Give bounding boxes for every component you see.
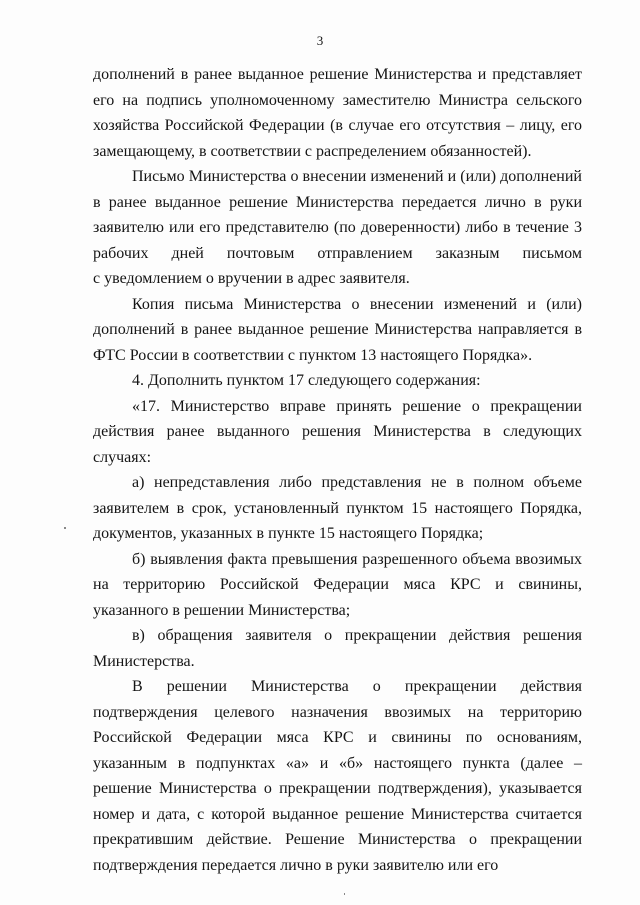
paragraph-copy-to-fts: Копия письма Министерства о внесении изменений и (или) дополнений в ранее выданное решение Министерства направляется в ФТС России в соответствии с пунктом 13 настоящего Порядка». — [93, 295, 582, 364]
paragraph-letter-delivery: Письмо Министерства о внесении изменений и (или) дополнений в ранее выданное решение Министерства передается лично в руки заявителю или его представителю (по доверенности) либо в течение 3 рабочих дней почтовым отправлением заказным письмом — [93, 168, 582, 262]
paragraph-item-4: 4. Дополнить пунктом 17 следующего содержания: — [132, 372, 481, 389]
paragraph-clause-17: «17. Министерство вправе принять решение о прекращении действия ранее выданного решения Министерства в следующих случаях: — [93, 397, 582, 466]
paragraph-case-c: в) обращения заявителя о прекращении действия решения Министерства. — [93, 627, 582, 670]
scan-speck — [344, 893, 345, 895]
paragraph-letter-delivery-end: с уведомлением о вручении в адрес заявителя. — [93, 270, 410, 287]
document-body — [93, 62, 582, 878]
page-number: 3 — [316, 33, 324, 48]
paragraph-continuation: дополнений в ранее выданное решение Министерства и представляет его на подпись уполномоченному заместителю Министра сельского хозяйства Российской Федерации (в случае его отсутствия – лицу, его замещающему, в соответствии с распределением обязанностей). — [93, 66, 582, 160]
paragraph-case-b: б) выявления факта превышения разрешенного объема ввозимых на территорию Российской Федерации мяса КРС и свинины, указанного в решении Министерства; — [93, 550, 582, 619]
paragraph-termination-decision: В решении Министерства о прекращении действия подтверждения целевого назначения ввозимых на территорию Российской Федерации мяса КРС и свинины по основаниям, указанным в подпунктах «а» и «б» настоящего пункта (далее – решение Министерства о прекращении подтверждения), указывается номер и дата, с которой выданное решение Министерства считается прекратившим действие. Решение Министерства о прекращении подтверждения передается лично в руки заявителю или его — [93, 678, 582, 874]
scan-speck — [64, 527, 66, 529]
paragraph-case-a: а) непредставления либо представления не в полном объеме заявителем в срок, установленный пунктом 15 настоящего Порядка, документов, указанных в пункте 15 настоящего Порядка; — [93, 474, 582, 542]
